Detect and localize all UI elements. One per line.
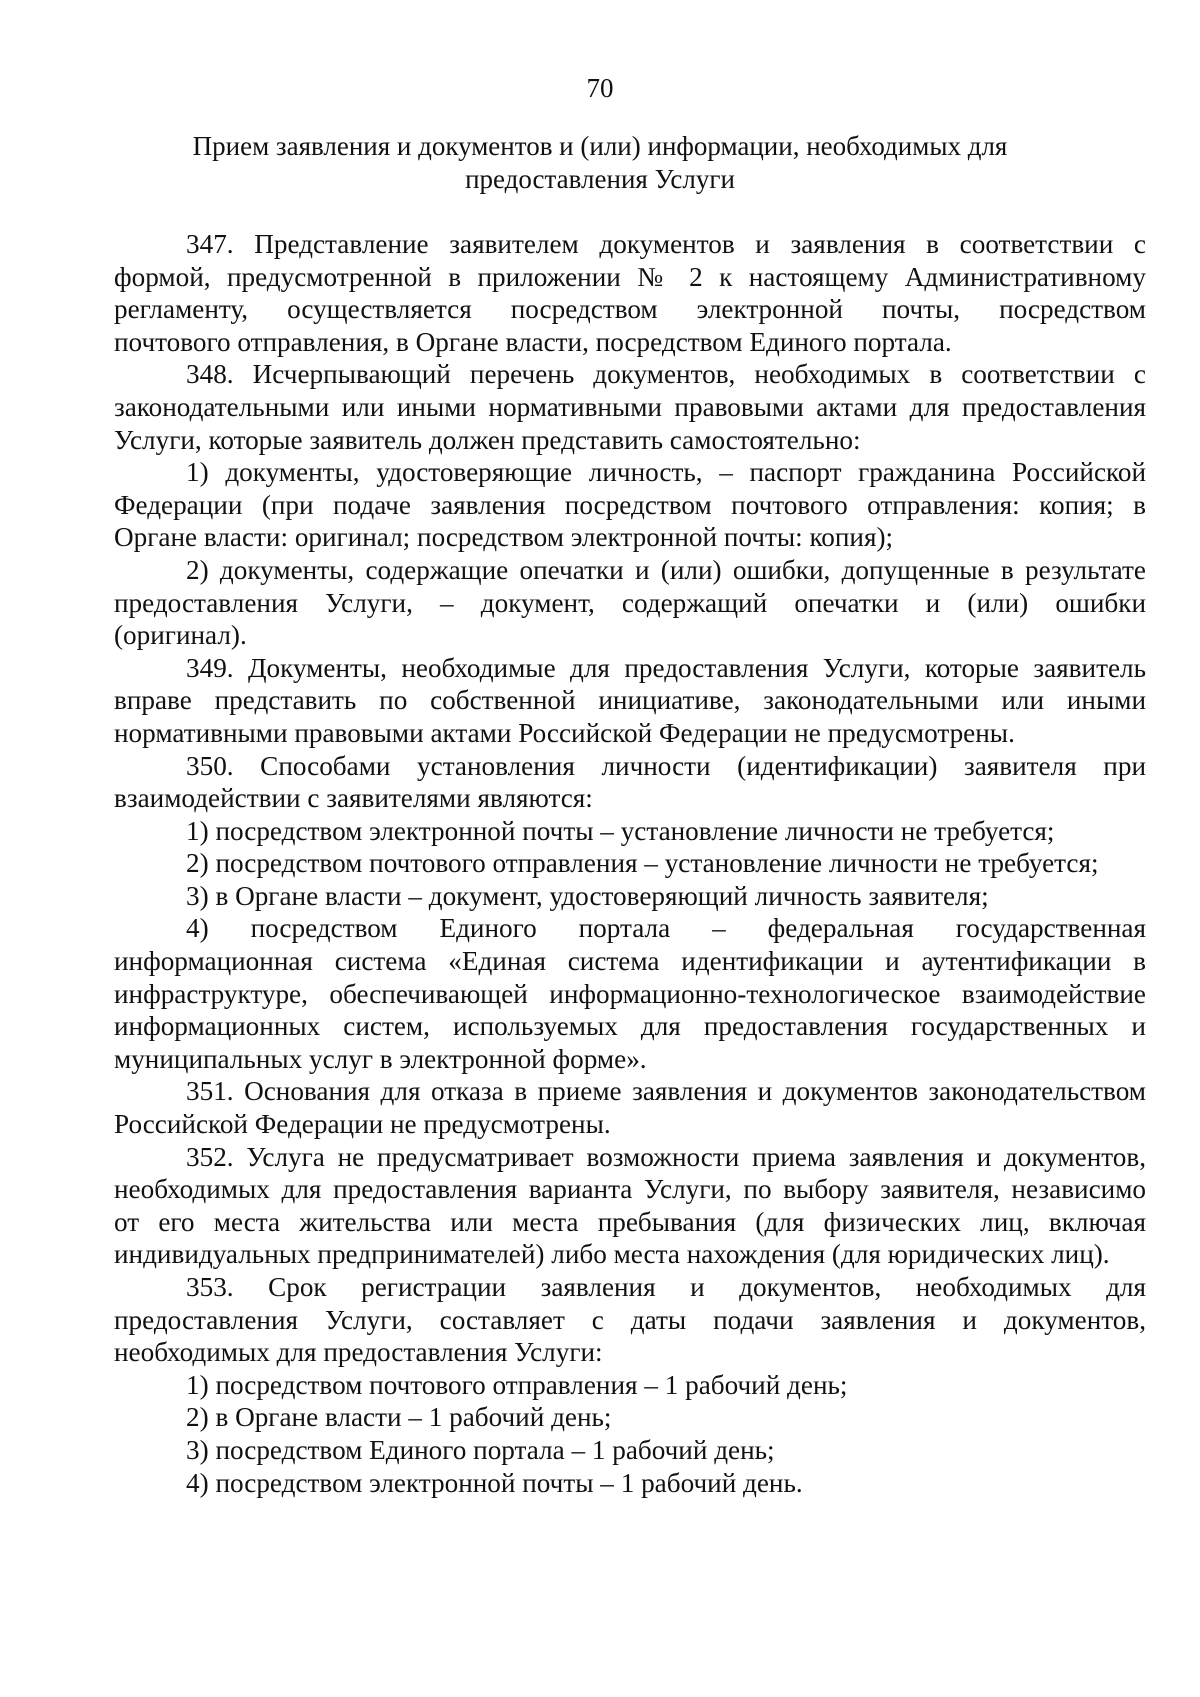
paragraph-line: предоставления Услуги, составляет с даты подачи заявления и документов, bbox=[114, 1304, 1146, 1335]
paragraph-line: формой, предусмотренной в приложении № 2 к настоящему Административному bbox=[114, 261, 1146, 292]
paragraph bbox=[114, 358, 1146, 456]
page-number: 70 bbox=[586, 73, 614, 103]
paragraph bbox=[114, 1467, 1146, 1500]
paragraph-line: индивидуальных предпринимателей) либо места нахождения (для юридических лиц). bbox=[114, 1239, 1110, 1270]
paragraph-line: необходимых для предоставления Услуги: bbox=[114, 1337, 603, 1368]
section-title-line: предоставления Услуги bbox=[465, 164, 735, 194]
paragraph bbox=[114, 554, 1146, 652]
paragraph bbox=[114, 1434, 1146, 1467]
section-title bbox=[150, 130, 1050, 196]
document-body bbox=[114, 228, 1146, 1499]
paragraph bbox=[114, 1075, 1146, 1140]
paragraph-line: 348. Исчерпывающий перечень документов, необходимых в соответствии с bbox=[186, 359, 1146, 390]
paragraph bbox=[114, 1369, 1146, 1402]
paragraph-line: 1) посредством почтового отправления – 1 рабочий день; bbox=[186, 1369, 848, 1400]
paragraph-line: Российской Федерации не предусмотрены. bbox=[114, 1109, 611, 1140]
paragraph bbox=[114, 847, 1146, 880]
paragraph-line: законодательными или иными нормативными правовыми актами для предоставления bbox=[114, 391, 1146, 422]
paragraph-line: Органе власти: оригинал; посредством электронной почты: копия); bbox=[114, 522, 894, 553]
paragraph-line: информационных систем, используемых для предоставления государственных и bbox=[114, 1011, 1146, 1042]
paragraph-line: от его места жительства или места пребывания (для физических лиц, включая bbox=[114, 1206, 1146, 1237]
paragraph-line: 349. Документы, необходимые для предоставления Услуги, которые заявитель bbox=[186, 652, 1146, 683]
paragraph-line: (оригинал). bbox=[114, 620, 247, 651]
paragraph-line: необходимых для предоставления варианта Услуги, по выбору заявителя, независимо bbox=[114, 1174, 1146, 1205]
paragraph-line: 352. Услуга не предусматривает возможности приема заявления и документов, bbox=[186, 1141, 1146, 1172]
section-title-line: Прием заявления и документов и (или) информации, необходимых для bbox=[192, 131, 1008, 161]
paragraph bbox=[114, 912, 1146, 1075]
paragraph-line: 1) документы, удостоверяющие личность, – паспорт гражданина Российской bbox=[186, 457, 1146, 488]
paragraph bbox=[114, 880, 1146, 913]
paragraph-line: Услуги, которые заявитель должен представить самостоятельно: bbox=[114, 424, 861, 455]
paragraph-line: взаимодействии с заявителями являются: bbox=[114, 783, 593, 814]
paragraph-line: 4) посредством электронной почты – 1 рабочий день. bbox=[186, 1467, 803, 1498]
paragraph-line: 2) в Органе власти – 1 рабочий день; bbox=[186, 1402, 612, 1433]
paragraph-line: 3) в Органе власти – документ, удостоверяющий личность заявителя; bbox=[186, 880, 989, 911]
paragraph-line: 351. Основания для отказа в приеме заявления и документов законодательством bbox=[186, 1076, 1146, 1107]
paragraph bbox=[114, 815, 1146, 848]
paragraph-line: почтового отправления, в Органе власти, посредством Единого портала. bbox=[114, 326, 952, 357]
paragraph-line: 353. Срок регистрации заявления и документов, необходимых для bbox=[186, 1272, 1146, 1302]
paragraph bbox=[114, 228, 1146, 358]
paragraph-line: муниципальных услуг в электронной форме». bbox=[114, 1043, 647, 1074]
paragraph-line: инфраструктуре, обеспечивающей информационно-технологическое взаимодействие bbox=[114, 978, 1146, 1009]
paragraph-line: нормативными правовыми актами Российской Федерации не предусмотрены. bbox=[114, 717, 1015, 748]
paragraph-line: предоставления Услуги, – документ, содержащий опечатки и (или) ошибки bbox=[114, 587, 1146, 618]
paragraph-line: 350. Способами установления личности (идентификации) заявителя при bbox=[186, 750, 1146, 781]
paragraph-line: Федерации (при подаче заявления посредством почтового отправления: копия; в bbox=[114, 489, 1146, 520]
paragraph bbox=[114, 456, 1146, 554]
paragraph-line: 1) посредством электронной почты – установление личности не требуется; bbox=[186, 815, 1055, 846]
paragraph-line: 2) документы, содержащие опечатки и (или) ошибки, допущенные в результате bbox=[186, 554, 1146, 585]
paragraph-line: вправе представить по собственной инициативе, законодательными или иными bbox=[114, 685, 1146, 716]
paragraph-line: 4) посредством Единого портала – федеральная государственная bbox=[186, 913, 1146, 944]
paragraph-line: 3) посредством Единого портала – 1 рабочий день; bbox=[186, 1434, 775, 1465]
paragraph bbox=[114, 1271, 1146, 1369]
paragraph-line: регламенту, осуществляется посредством электронной почты, посредством bbox=[114, 294, 1146, 325]
paragraph-line: информационная система «Единая система идентификации и аутентификации в bbox=[114, 946, 1146, 977]
paragraph-line: 347. Представление заявителем документов и заявления в соответствии с bbox=[186, 229, 1146, 259]
paragraph-line: 2) посредством почтового отправления – установление личности не требуется; bbox=[186, 848, 1099, 879]
paragraph bbox=[114, 652, 1146, 750]
paragraph bbox=[114, 1141, 1146, 1271]
paragraph bbox=[114, 1401, 1146, 1434]
paragraph bbox=[114, 750, 1146, 815]
